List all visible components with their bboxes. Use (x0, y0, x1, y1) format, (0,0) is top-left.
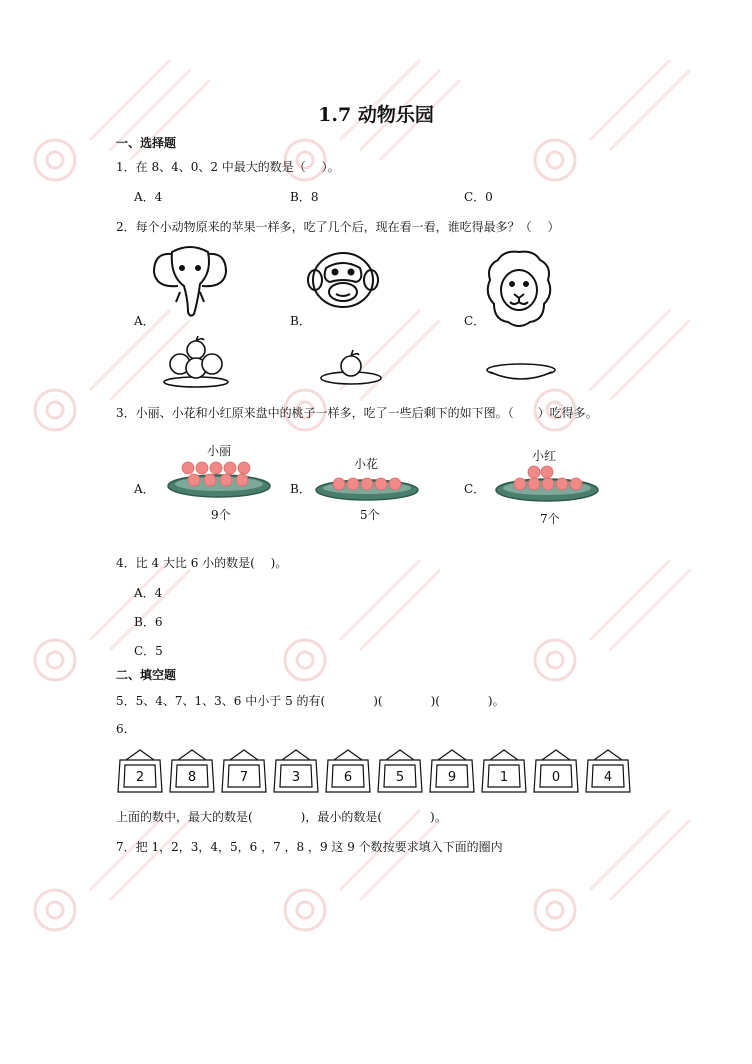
watermark-logo-icon (535, 640, 575, 680)
card-digit: 2 (135, 770, 145, 785)
number-cards (114, 748, 642, 798)
q3-count-xiaohong: 7个 (540, 512, 560, 526)
q1-option-b: B．8 (290, 190, 319, 204)
card-digit: 6 (343, 770, 353, 785)
card-digit: 5 (395, 770, 405, 785)
question-2: 2．每个小动物原来的苹果一样多，吃了几个后，现在看一看，谁吃得最多？（ ） (116, 220, 560, 234)
question-7: 7．把 1，2，3，4，5，6 ，7 ，8 ，9 这 9 个数按要求填入下面的圈内 (116, 840, 503, 854)
question-1: 1．在 8、4、0、2 中最大的数是（ ）。 (116, 160, 340, 174)
watermark-logo-icon (285, 640, 325, 680)
question-5: 5．5、4、7、1、3、6 中小于 5 的有( )( )( )。 (116, 694, 505, 708)
number-card (222, 750, 266, 792)
peach-plate-xiaohua (314, 470, 420, 502)
q4-option-c: C．5 (134, 644, 163, 658)
q3-option-b: B． (290, 482, 311, 496)
q3-name-xiaohong: 小红 (532, 449, 557, 463)
question-4: 4．比 4 大比 6 小的数是( )。 (116, 556, 288, 570)
question-3: 3．小丽、小花和小红原来盘中的桃子一样多，吃了一些后剩下的如下图。（ ）吃得多。 (116, 406, 598, 420)
q3-option-c: C． (464, 482, 486, 496)
watermark-logo-icon (285, 890, 325, 930)
watermark-logo-icon (35, 890, 75, 930)
q3-count-xiaoli: 9个 (211, 508, 231, 522)
q3-name-xiaohua: 小花 (354, 457, 379, 471)
watermark-logo-icon (535, 890, 575, 930)
apple-plate-b (318, 344, 384, 388)
watermark-logo-icon (535, 140, 575, 180)
card-digit: 0 (551, 770, 561, 785)
peach-plate-xiaoli (166, 458, 272, 500)
lion-icon (484, 248, 554, 330)
number-card (482, 750, 526, 792)
q1-option-a: A．4 (134, 190, 163, 204)
q3-option-a: A． (134, 482, 155, 496)
q3-count-xiaohua: 5个 (360, 508, 380, 522)
section-heading-choice: 一、选择题 (116, 136, 177, 150)
q3-name-xiaoli: 小丽 (207, 444, 232, 458)
number-card (118, 750, 162, 792)
apple-plate-a (160, 334, 232, 390)
number-card (430, 750, 474, 792)
watermark-logo-icon (35, 140, 75, 180)
number-card (326, 750, 370, 792)
q2-option-c: C． (464, 314, 486, 328)
q4-option-b: B．6 (134, 615, 163, 629)
page-title: 1.7 动物乐园 (318, 104, 434, 126)
question-6-text: 上面的数中，最大的数是( )，最小的数是( )。 (116, 810, 447, 824)
peach-plate-xiaohong (494, 462, 600, 504)
number-card (274, 750, 318, 792)
card-digit: 4 (603, 770, 613, 785)
card-digit: 9 (447, 770, 457, 785)
q4-option-a: A．4 (134, 586, 163, 600)
number-card (378, 750, 422, 792)
card-digit: 3 (291, 770, 301, 785)
elephant-icon (150, 242, 230, 320)
watermark-logo-icon (35, 640, 75, 680)
number-card (170, 750, 214, 792)
number-card (534, 750, 578, 792)
card-digit: 7 (239, 770, 249, 785)
monkey-icon (306, 250, 380, 310)
q2-option-b: B． (290, 314, 311, 328)
question-6-number: 6. (116, 722, 128, 736)
card-digit: 8 (187, 770, 197, 785)
card-digit: 1 (499, 770, 509, 785)
q2-option-a: A． (134, 314, 155, 328)
q1-option-c: C．0 (464, 190, 493, 204)
empty-plate-c (484, 360, 558, 384)
watermark-logo-icon (35, 390, 75, 430)
number-card (586, 750, 630, 792)
section-heading-fill: 二、填空题 (116, 668, 177, 682)
